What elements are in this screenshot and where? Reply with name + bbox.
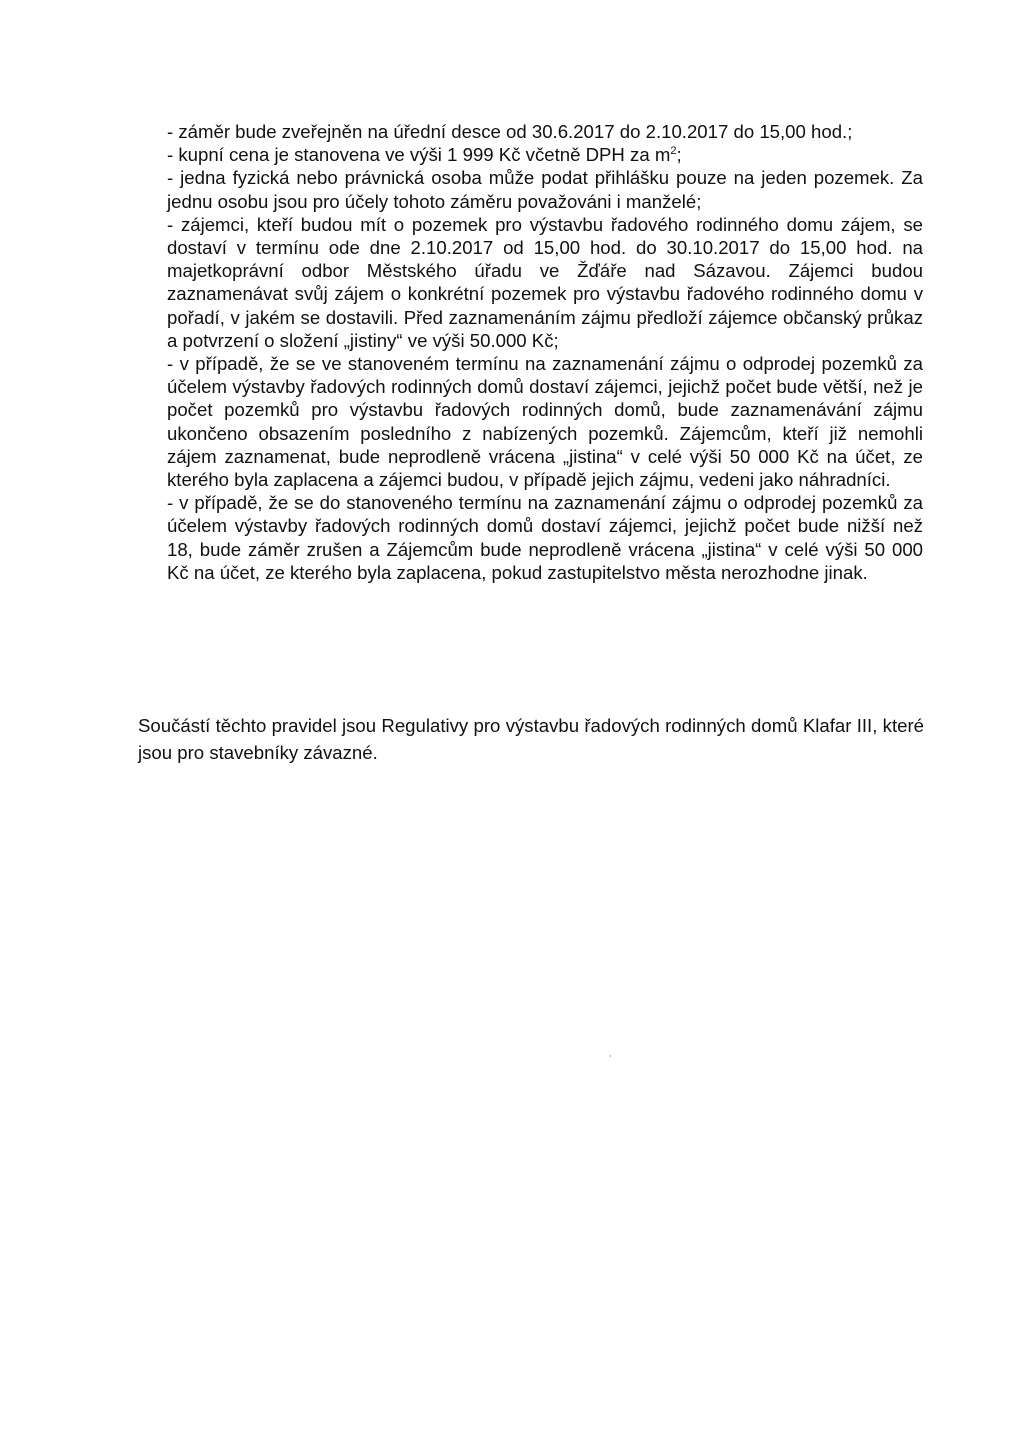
condition-price [167,143,923,166]
condition-one-application: - jedna fyzická nebo právnická osoba může podat přihlášku pouze na jeden pozemek. Za jednu osobu jsou pro účely tohoto záměru považováni i manželé; [167,167,923,212]
condition-price-suffix: ; [676,144,682,166]
square-meter-superscript: 2 [670,145,677,158]
condition-publication: - záměr bude zveřejněn na úřední desce od 30.6.2017 do 2.10.2017 do 15,00 hod.; [167,121,853,142]
condition-registration: - zájemci, kteří budou mít o pozemek pro výstavbu řadového rodinného domu zájem, se dostaví v termínu ode dne 2.10.2017 od 15,00 hod. do 30.10.2017 do 15,00 hod. na majetkoprávní odbor Městského úřadu ve Žďáře nad Sázavou. Zájemci budou zaznamenávat svůj zájem o konkrétní pozemek pro výstavbu řadového rodinného domu v pořadí, v jakém se dostavili. Před zaznamenáním zájmu předloží zájemce občanský průkaz a potvrzení o složení „jistiny“ ve výši 50.000 Kč; [167,213,923,351]
condition-price-text: - kupní cena je stanovena ve výši 1 999 Kč včetně DPH za m [167,144,671,166]
conditions-list [167,120,923,584]
condition-oversubscribed: - v případě, že se ve stanoveném termínu na zaznamenání zájmu o odprodej pozemků za účelem výstavby řadových rodinných domů dostaví zájemci, jejichž počet bude větší, než je počet pozemků pro výstavbu řadových rodinných domů, bude zaznamenávání zájmu ukončeno obsazením posledního z nabízených pozemků. Zájemcům, kteří již nemohli zájem zaznamenat, bude neprodleně vrácena „jistina“ v celé výši 50 000 Kč na účet, ze kterého byla zaplacena a zájemci budou, v případě jejich zájmu, vedeni jako náhradníci. [167,353,923,491]
condition-undersubscribed: - v případě, že se do stanoveného termínu na zaznamenání zájmu o odprodej pozemků za účelem výstavby řadových rodinných domů dostaví zájemci, jejichž počet bude nižší než 18, bude záměr zrušen a Zájemcům bude neprodleně vrácena „jistina“ v celé výši 50 000 Kč na účet, ze kterého byla zaplacena, pokud zastupitelstvo města nerozhodne jinak. [167,492,923,583]
closing-paragraph-block [138,712,924,766]
closing-paragraph: Součástí těchto pravidel jsou Regulativy pro výstavbu řadových rodinných domů Klafar III, které jsou pro stavebníky závazné. [138,715,924,763]
scan-speck [609,1055,611,1057]
